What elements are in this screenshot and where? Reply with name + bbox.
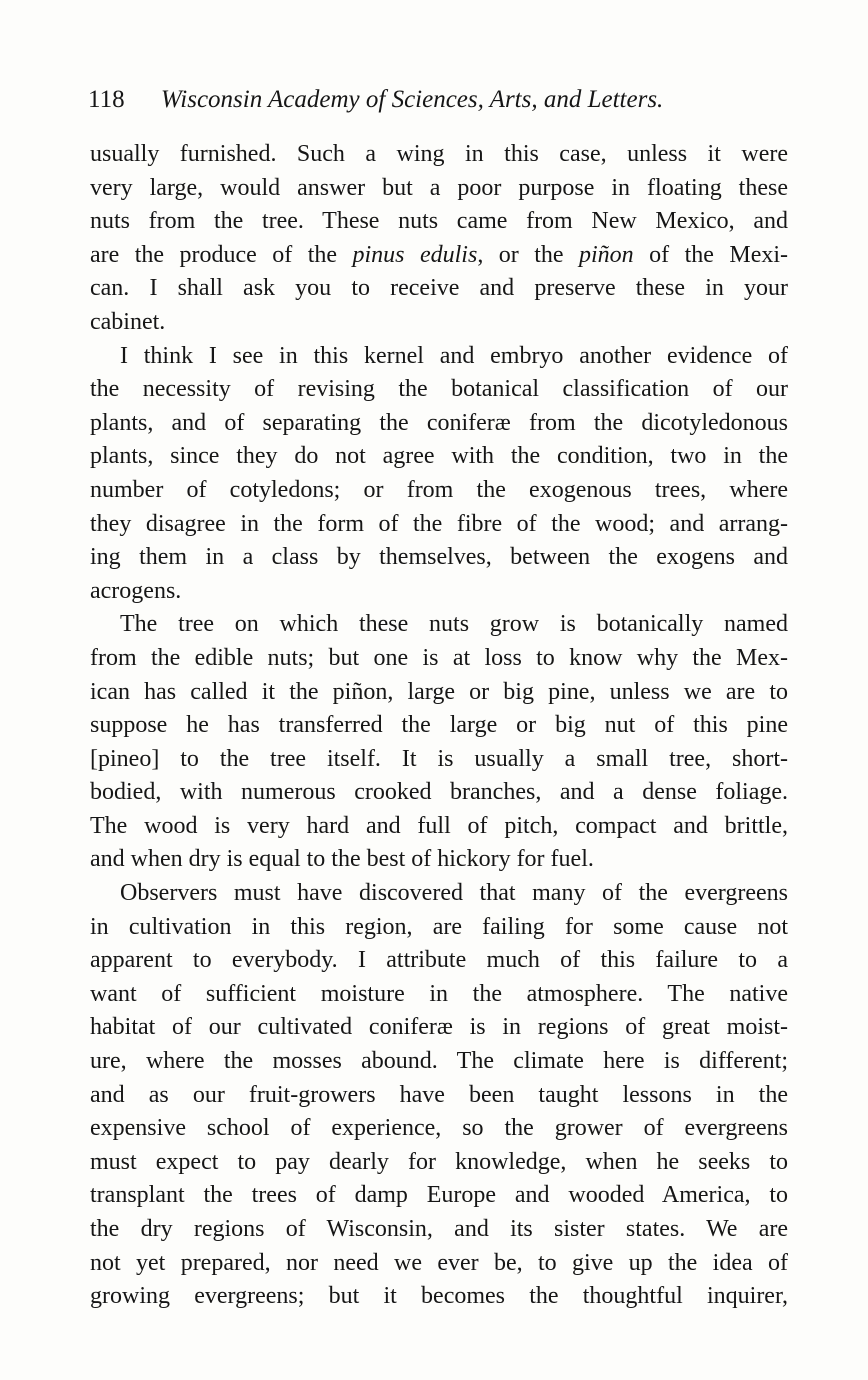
text-line: expensive school of experience, so the grower of evergreens xyxy=(90,1115,788,1142)
text-line: want of sufficient moisture in the atmosphere. The native xyxy=(90,980,788,1007)
text-line: cabinet. xyxy=(90,308,166,335)
paragraph-first-line: Observers must have discovered that many of the evergreens xyxy=(120,880,788,907)
italic-term-pinus-edulis: pinus edulis xyxy=(352,241,478,268)
text-line: bodied, with numerous crooked branches, and a dense foliage. xyxy=(90,779,788,806)
text-line: very large, would answer but a poor purpose in floating these xyxy=(90,174,788,201)
text-line: from the edible nuts; but one is at loss to know why the Mex- xyxy=(90,644,788,671)
text-line: they disagree in the form of the fibre of the wood; and arrang- xyxy=(90,510,788,537)
body-text xyxy=(90,138,788,1314)
running-head xyxy=(88,80,728,120)
text-line: the dry regions of Wisconsin, and its sister states. We are xyxy=(90,1216,788,1242)
text-line: apparent to everybody. I attribute much of this failure to a xyxy=(90,947,788,974)
text-line: usually furnished. Such a wing in this case, unless it were xyxy=(90,141,788,167)
text-line: and as our fruit-growers have been taught lessons in the xyxy=(90,1081,788,1108)
running-title: Wisconsin Academy of Sciences, Arts, and Letters. xyxy=(160,86,664,113)
text-line: suppose he has transferred the large or big nut of this pine xyxy=(90,712,788,739)
paragraph-first-line: I think I see in this kernel and embryo another evidence of xyxy=(120,342,788,369)
text-line: transplant the trees of damp Europe and wooded America, to xyxy=(90,1182,788,1209)
text-line: [pineo] to the tree itself. It is usually a small tree, short- xyxy=(90,745,788,772)
italic-term-pinon: piñon xyxy=(579,241,634,268)
text-segment: are the produce of the xyxy=(90,241,353,268)
text-line-with-italics xyxy=(90,239,788,273)
text-line: must expect to pay dearly for knowledge, when he seeks to xyxy=(90,1148,788,1175)
text-line: growing evergreens; but it becomes the thoughtful inquirer, xyxy=(90,1283,788,1310)
text-line: in cultivation in this region, are failing for some cause not xyxy=(90,913,788,940)
text-line: can. I shall ask you to receive and preserve these in your xyxy=(90,275,788,302)
text-line: plants, since they do not agree with the condition, two in the xyxy=(90,443,788,470)
text-line: habitat of our cultivated coniferæ is in regions of great moist- xyxy=(90,1014,788,1041)
text-line: The wood is very hard and full of pitch, compact and brittle, xyxy=(90,812,788,839)
text-line: ican has called it the piñon, large or big pine, unless we are to xyxy=(90,678,788,705)
text-line: ure, where the mosses abound. The climate here is different; xyxy=(90,1048,788,1075)
page-number: 118 xyxy=(88,86,125,113)
text-line: acrogens. xyxy=(90,577,182,604)
text-line: plants, and of separating the coniferæ from the dicotyledonous xyxy=(90,409,788,436)
text-segment: of the Mexi- xyxy=(633,241,789,268)
text-line: nuts from the tree. These nuts came from New Mexico, and xyxy=(90,208,788,235)
text-line: and when dry is equal to the best of hickory for fuel. xyxy=(90,846,594,873)
text-line: not yet prepared, nor need we ever be, to give up the idea of xyxy=(90,1249,788,1276)
text-line: number of cotyledons; or from the exogenous trees, where xyxy=(90,476,788,503)
text-line: the necessity of revising the botanical classification of our xyxy=(90,376,788,403)
text-line: ing them in a class by themselves, between the exogens and xyxy=(90,544,788,571)
paragraph-first-line: The tree on which these nuts grow is botanically named xyxy=(120,611,788,638)
text-segment: , or the xyxy=(477,241,579,268)
